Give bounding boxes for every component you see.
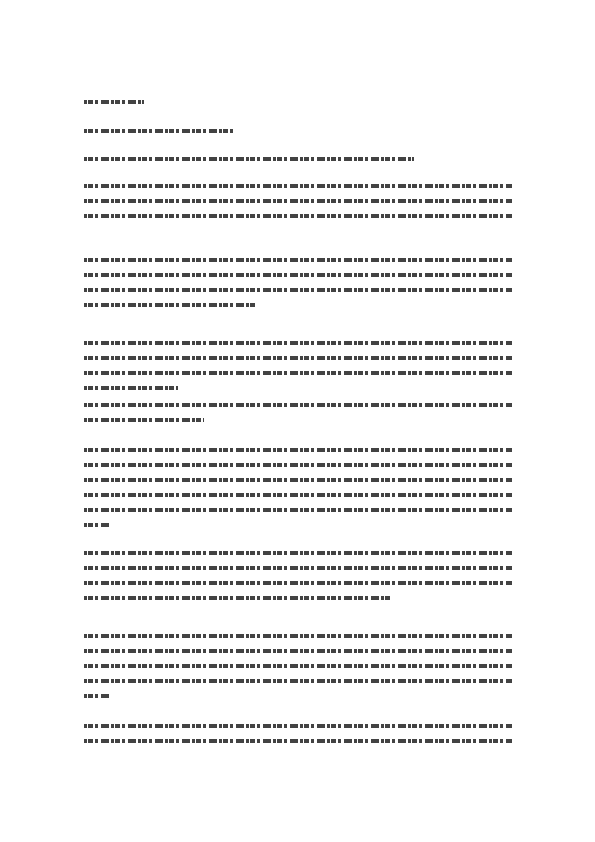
paragraph: [84, 258, 512, 318]
paragraph: [84, 403, 512, 433]
header-line-2: [84, 129, 234, 144]
title-line: [84, 157, 414, 172]
paragraph-text: [84, 538, 85, 539]
paragraph: [84, 551, 512, 611]
header-line-2-glyphs: [84, 129, 234, 133]
paragraph-text: [84, 611, 85, 612]
paragraph: [84, 448, 512, 538]
title-line-text: [84, 172, 85, 173]
paragraph-text: [84, 433, 85, 434]
paragraph: [84, 724, 512, 754]
title-line-glyphs: [84, 157, 414, 161]
header-line-1-glyphs: [84, 100, 144, 104]
paragraph-text: [84, 318, 85, 319]
paragraph-text: [84, 709, 85, 710]
paragraph: [84, 184, 512, 229]
paragraph-text: [84, 401, 85, 402]
header-line-1-text: [84, 115, 85, 116]
paragraph-text: [84, 229, 85, 230]
paragraph: [84, 341, 512, 401]
paragraph: [84, 634, 512, 709]
header-line-1: [84, 100, 144, 115]
header-line-2-text: [84, 144, 85, 145]
paragraph-text: [84, 754, 85, 755]
